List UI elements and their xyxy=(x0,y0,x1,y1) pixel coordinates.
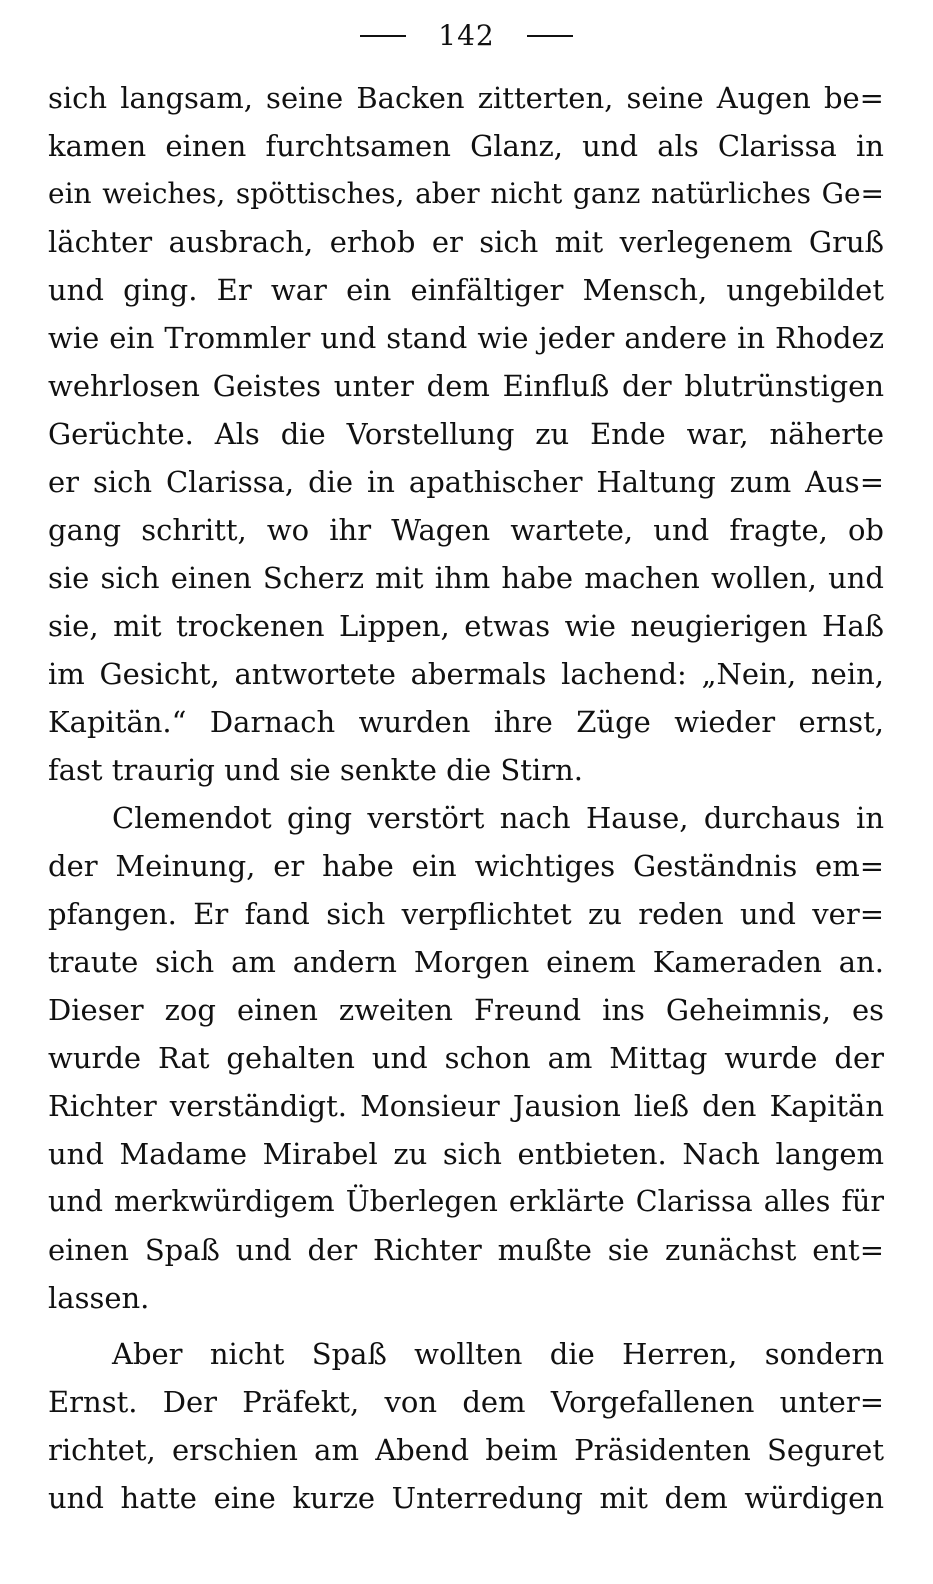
text-line: sie, mit trockenen Lippen, etwas wie neugierigen Haß xyxy=(48,609,884,643)
page-number: 142 xyxy=(438,19,495,52)
text-line: sich langsam, seine Backen zitterten, seine Augen be= xyxy=(48,81,884,115)
text-line: traute sich am andern Morgen einem Kameraden an. xyxy=(48,945,884,979)
page-header xyxy=(0,14,933,58)
text-line: fast traurig und sie senkte die Stirn. xyxy=(48,753,583,787)
text-line: Richter verständigt. Monsieur Jausion ließ den Kapitän xyxy=(48,1089,884,1123)
text-line: er sich Clarissa, die in apathischer Haltung zum Aus= xyxy=(48,465,884,499)
text-line: kamen einen furchtsamen Glanz, und als Clarissa in xyxy=(48,129,884,163)
text-line: gang schritt, wo ihr Wagen wartete, und fragte, ob xyxy=(48,513,884,547)
text-line: Gerüchte. Als die Vorstellung zu Ende war, näherte xyxy=(48,417,884,451)
paragraph xyxy=(48,74,884,794)
header-dash-left xyxy=(360,35,406,37)
text-line: Ernst. Der Präfekt, von dem Vorgefallenen unter= xyxy=(48,1385,884,1419)
text-line: und ging. Er war ein einfältiger Mensch, ungebildet xyxy=(48,273,884,307)
text-line: und hatte eine kurze Unterredung mit dem würdigen xyxy=(48,1481,884,1515)
paragraph-gap xyxy=(48,1322,884,1330)
text-line: pfangen. Er fand sich verpflichtet zu reden und ver= xyxy=(48,897,884,931)
text-line: einen Spaß und der Richter mußte sie zunächst ent= xyxy=(48,1233,884,1267)
paragraph xyxy=(48,794,884,1322)
text-line: der Meinung, er habe ein wichtiges Geständnis em= xyxy=(48,849,884,883)
text-line: Clemendot ging verstört nach Hause, durchaus in xyxy=(112,801,884,835)
text-line: Dieser zog einen zweiten Freund ins Geheimnis, es xyxy=(48,993,884,1027)
text-line: im Gesicht, antwortete abermals lachend: „Nein, nein, xyxy=(48,657,884,691)
text-line: und merkwürdigem Überlegen erklärte Clarissa alles für xyxy=(48,1185,884,1218)
text-line: ein weiches, spöttisches, aber nicht ganz natürliches Ge= xyxy=(48,177,884,210)
text-line: Kapitän.“ Darnach wurden ihre Züge wieder ernst, xyxy=(48,705,884,739)
text-line: lassen. xyxy=(48,1281,150,1315)
header-dash-right xyxy=(527,35,573,37)
paragraph xyxy=(48,1330,884,1522)
text-line: richtet, erschien am Abend beim Präsidenten Seguret xyxy=(48,1433,884,1467)
text-line: wie ein Trommler und stand wie jeder andere in Rhodez xyxy=(48,321,884,355)
text-line: Aber nicht Spaß wollten die Herren, sondern xyxy=(112,1337,884,1371)
body-text xyxy=(48,74,884,1522)
text-line: sie sich einen Scherz mit ihm habe machen wollen, und xyxy=(48,561,884,595)
text-line: und Madame Mirabel zu sich entbieten. Nach langem xyxy=(48,1137,884,1171)
text-line: wurde Rat gehalten und schon am Mittag wurde der xyxy=(48,1041,884,1075)
text-line: lächter ausbrach, erhob er sich mit verlegenem Gruß xyxy=(48,225,884,259)
text-line: wehrlosen Geistes unter dem Einfluß der blutrünstigen xyxy=(48,369,884,403)
